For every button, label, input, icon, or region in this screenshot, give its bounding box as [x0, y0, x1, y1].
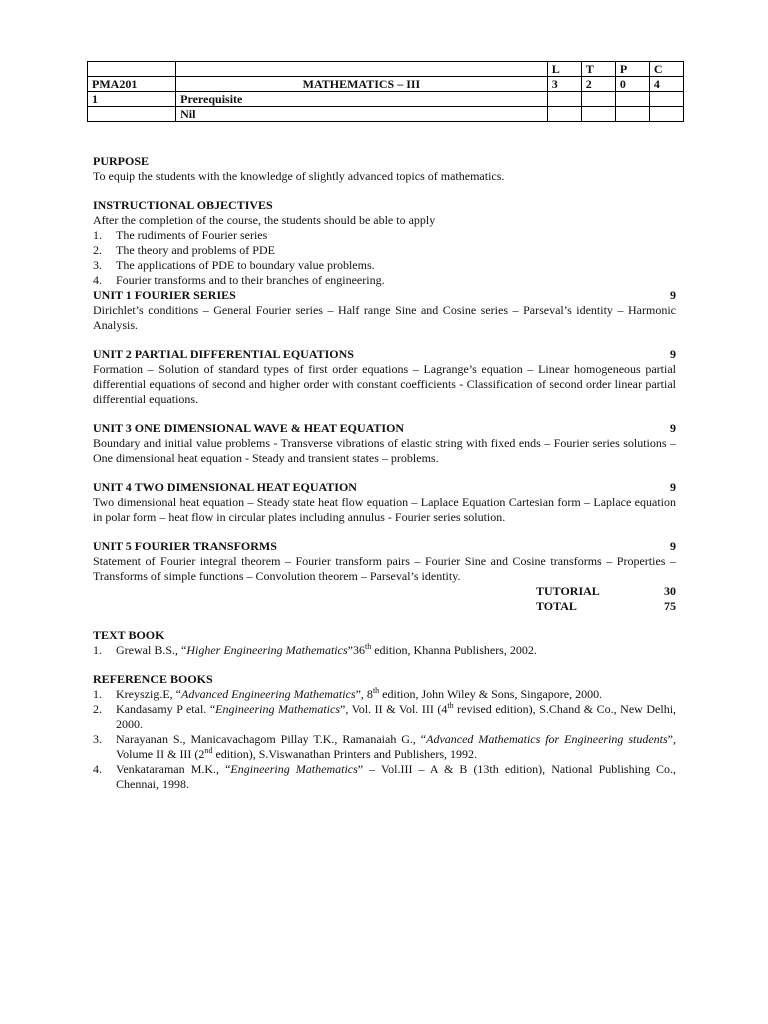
total-row — [536, 599, 676, 614]
book-number: 4. — [93, 762, 102, 776]
hours-totals — [536, 584, 676, 614]
unit-description: Dirichlet’s conditions – General Fourier series – Half range Sine and Cosine series – Parseval’s identity – Harmonic Analysis. — [93, 303, 676, 332]
course-header-table — [87, 61, 684, 122]
course-table-cell: PMA201 — [88, 77, 176, 92]
course-table-cell — [88, 62, 176, 77]
unit-hours: 9 — [670, 288, 676, 302]
unit-description: Two dimensional heat equation – Steady state heat flow equation – Laplace Equation Cartesian form – Laplace equation in polar form – heat flow in circular plates including annulus - Fourier series solution. — [93, 495, 676, 524]
unit-hours: 9 — [670, 539, 676, 553]
book-title: Engineering Mathematics — [215, 702, 341, 716]
unit-section — [93, 347, 676, 407]
objective-item — [93, 243, 676, 258]
unit-title: UNIT 2 PARTIAL DIFFERENTIAL EQUATIONS — [93, 347, 354, 361]
course-table-cell — [649, 107, 683, 122]
unit-heading — [93, 347, 676, 362]
unit-description: Boundary and initial value problems - Transverse vibrations of elastic string with fixed ends – Fourier series solutions – One dimensional heat equation - Steady and transient states – problems. — [93, 436, 676, 465]
unit-title: UNIT 4 TWO DIMENSIONAL HEAT EQUATION — [93, 480, 357, 494]
objective-text: The theory and problems of PDE — [116, 243, 275, 257]
course-table-cell — [581, 107, 615, 122]
book-item — [93, 687, 676, 702]
course-table-cell: 4 — [649, 77, 683, 92]
unit-title: UNIT 3 ONE DIMENSIONAL WAVE & HEAT EQUATION — [93, 421, 405, 435]
book-publisher: edition, Khanna Publishers, 2002. — [371, 643, 537, 657]
objectives-list — [93, 228, 676, 288]
units-container — [93, 288, 676, 584]
course-table-cell: 1 — [88, 92, 176, 107]
book-edition-suffix: nd — [204, 746, 213, 755]
course-table-row — [88, 77, 684, 92]
book-edition: ” – Vol.III – A & B (13th edition), National Publishing Co., Chennai, 1998. — [116, 762, 677, 791]
unit-hours: 9 — [670, 421, 676, 435]
book-citation — [116, 643, 676, 658]
book-publisher: edition, John Wiley & Sons, Singapore, 2000. — [379, 687, 603, 701]
purpose-text: To equip the students with the knowledge of slightly advanced topics of mathematics. — [93, 169, 505, 183]
book-edition-suffix: th — [447, 701, 454, 710]
book-number: 1. — [93, 687, 102, 701]
book-item — [93, 643, 676, 658]
book-title: Engineering Mathematics — [230, 762, 358, 776]
course-table-cell — [581, 92, 615, 107]
course-table-cell — [88, 107, 176, 122]
book-number: 3. — [93, 732, 102, 746]
course-table-cell — [176, 62, 548, 77]
objectives-intro: After the completion of the course, the students should be able to apply — [93, 213, 436, 227]
course-table-cell — [615, 92, 649, 107]
objective-item — [93, 273, 676, 288]
unit-section — [93, 480, 676, 525]
book-authors: Kandasamy P etal. “ — [116, 702, 216, 716]
book-title: Advanced Engineering Mathematics — [180, 687, 356, 701]
book-edition: ”36 — [347, 643, 365, 657]
purpose-section — [93, 154, 676, 184]
unit-title: UNIT 1 FOURIER SERIES — [93, 288, 236, 302]
book-authors: Venkataraman M.K., “ — [116, 762, 231, 776]
course-table-cell — [547, 92, 581, 107]
objective-text: The applications of PDE to boundary value problems. — [116, 258, 375, 272]
book-item — [93, 762, 676, 792]
book-edition-suffix: th — [364, 642, 372, 651]
course-table-cell: 3 — [547, 77, 581, 92]
objectives-heading: INSTRUCTIONAL OBJECTIVES — [93, 198, 273, 212]
unit-description: Statement of Fourier integral theorem – Fourier transform pairs – Fourier Sine and Cosine transforms – Properties – Transforms of simple functions – Convolution theorem – Parseval’s identity. — [93, 554, 676, 583]
book-item — [93, 702, 676, 732]
course-table-cell: MATHEMATICS – III — [176, 77, 548, 92]
objective-number: 3. — [93, 258, 102, 272]
tutorial-row — [536, 584, 676, 599]
course-table-cell: L — [547, 62, 581, 77]
book-number: 2. — [93, 702, 102, 716]
objective-text: Fourier transforms and to their branches of engineering. — [116, 273, 385, 287]
objectives-section — [93, 198, 676, 288]
book-edition: ”, Volume II & III (2 — [116, 732, 676, 761]
book-authors: Grewal B.S., “ — [116, 643, 187, 657]
objective-number: 4. — [93, 273, 102, 287]
textbook-heading: TEXT BOOK — [93, 628, 165, 642]
tutorial-value: 30 — [664, 584, 676, 598]
book-edition: ”, Vol. II & Vol. III (4 — [340, 702, 448, 716]
course-table-row — [88, 107, 684, 122]
references-heading: REFERENCE BOOKS — [93, 672, 213, 686]
book-citation — [116, 732, 676, 762]
purpose-heading: PURPOSE — [93, 154, 150, 168]
objective-item — [93, 228, 676, 243]
course-table-cell: 2 — [581, 77, 615, 92]
unit-heading — [93, 480, 676, 495]
book-citation — [116, 687, 676, 702]
objective-number: 2. — [93, 243, 102, 257]
course-table-cell: T — [581, 62, 615, 77]
unit-heading — [93, 421, 676, 436]
book-title: Higher Engineering Mathematics — [186, 643, 348, 657]
objective-number: 1. — [93, 228, 102, 242]
book-authors: Narayanan S., Manicavachagom Pillay T.K., Ramanaiah G., “ — [116, 732, 427, 746]
unit-section — [93, 421, 676, 466]
book-publisher: edition), S.Viswanathan Printers and Publishers, 1992. — [212, 747, 478, 761]
unit-description: Formation – Solution of standard types of first order equations – Lagrange’s equation – Linear homogeneous partial differential equations of second and higher order with constant coefficients - Classification of second order linear partial differential equations. — [93, 362, 676, 406]
references-list — [93, 687, 676, 792]
unit-heading — [93, 539, 676, 554]
total-label: TOTAL — [536, 599, 577, 613]
course-table-cell — [547, 107, 581, 122]
book-authors: Kreyszig.E, “ — [116, 687, 181, 701]
book-number: 1. — [93, 643, 102, 657]
book-edition: ”, 8 — [355, 687, 373, 701]
book-publisher: revised edition), S.Chand & Co., New Delhi, 2000. — [116, 702, 677, 731]
unit-hours: 9 — [670, 480, 676, 494]
course-table-cell: C — [649, 62, 683, 77]
tutorial-label: TUTORIAL — [536, 584, 600, 598]
book-title: Advanced Mathematics for Engineering students — [426, 732, 668, 746]
unit-section — [93, 288, 676, 333]
course-table-cell — [649, 92, 683, 107]
total-value: 75 — [664, 599, 676, 613]
book-citation — [116, 702, 676, 732]
course-table-cell: P — [615, 62, 649, 77]
objective-item — [93, 258, 676, 273]
textbook-section — [93, 628, 676, 658]
syllabus-content — [93, 154, 676, 792]
unit-title: UNIT 5 FOURIER TRANSFORMS — [93, 539, 277, 553]
course-table-cell: Prerequisite — [176, 92, 548, 107]
course-table-cell: Nil — [176, 107, 548, 122]
unit-heading — [93, 288, 676, 303]
textbook-list — [93, 643, 676, 658]
references-section — [93, 672, 676, 792]
objective-text: The rudiments of Fourier series — [116, 228, 268, 242]
unit-section — [93, 539, 676, 584]
course-table-cell: 0 — [615, 77, 649, 92]
book-item — [93, 732, 676, 762]
book-citation — [116, 762, 676, 792]
unit-hours: 9 — [670, 347, 676, 361]
course-table-row — [88, 92, 684, 107]
course-table-row — [88, 62, 684, 77]
book-edition-suffix: th — [372, 686, 380, 695]
course-table-cell — [615, 107, 649, 122]
